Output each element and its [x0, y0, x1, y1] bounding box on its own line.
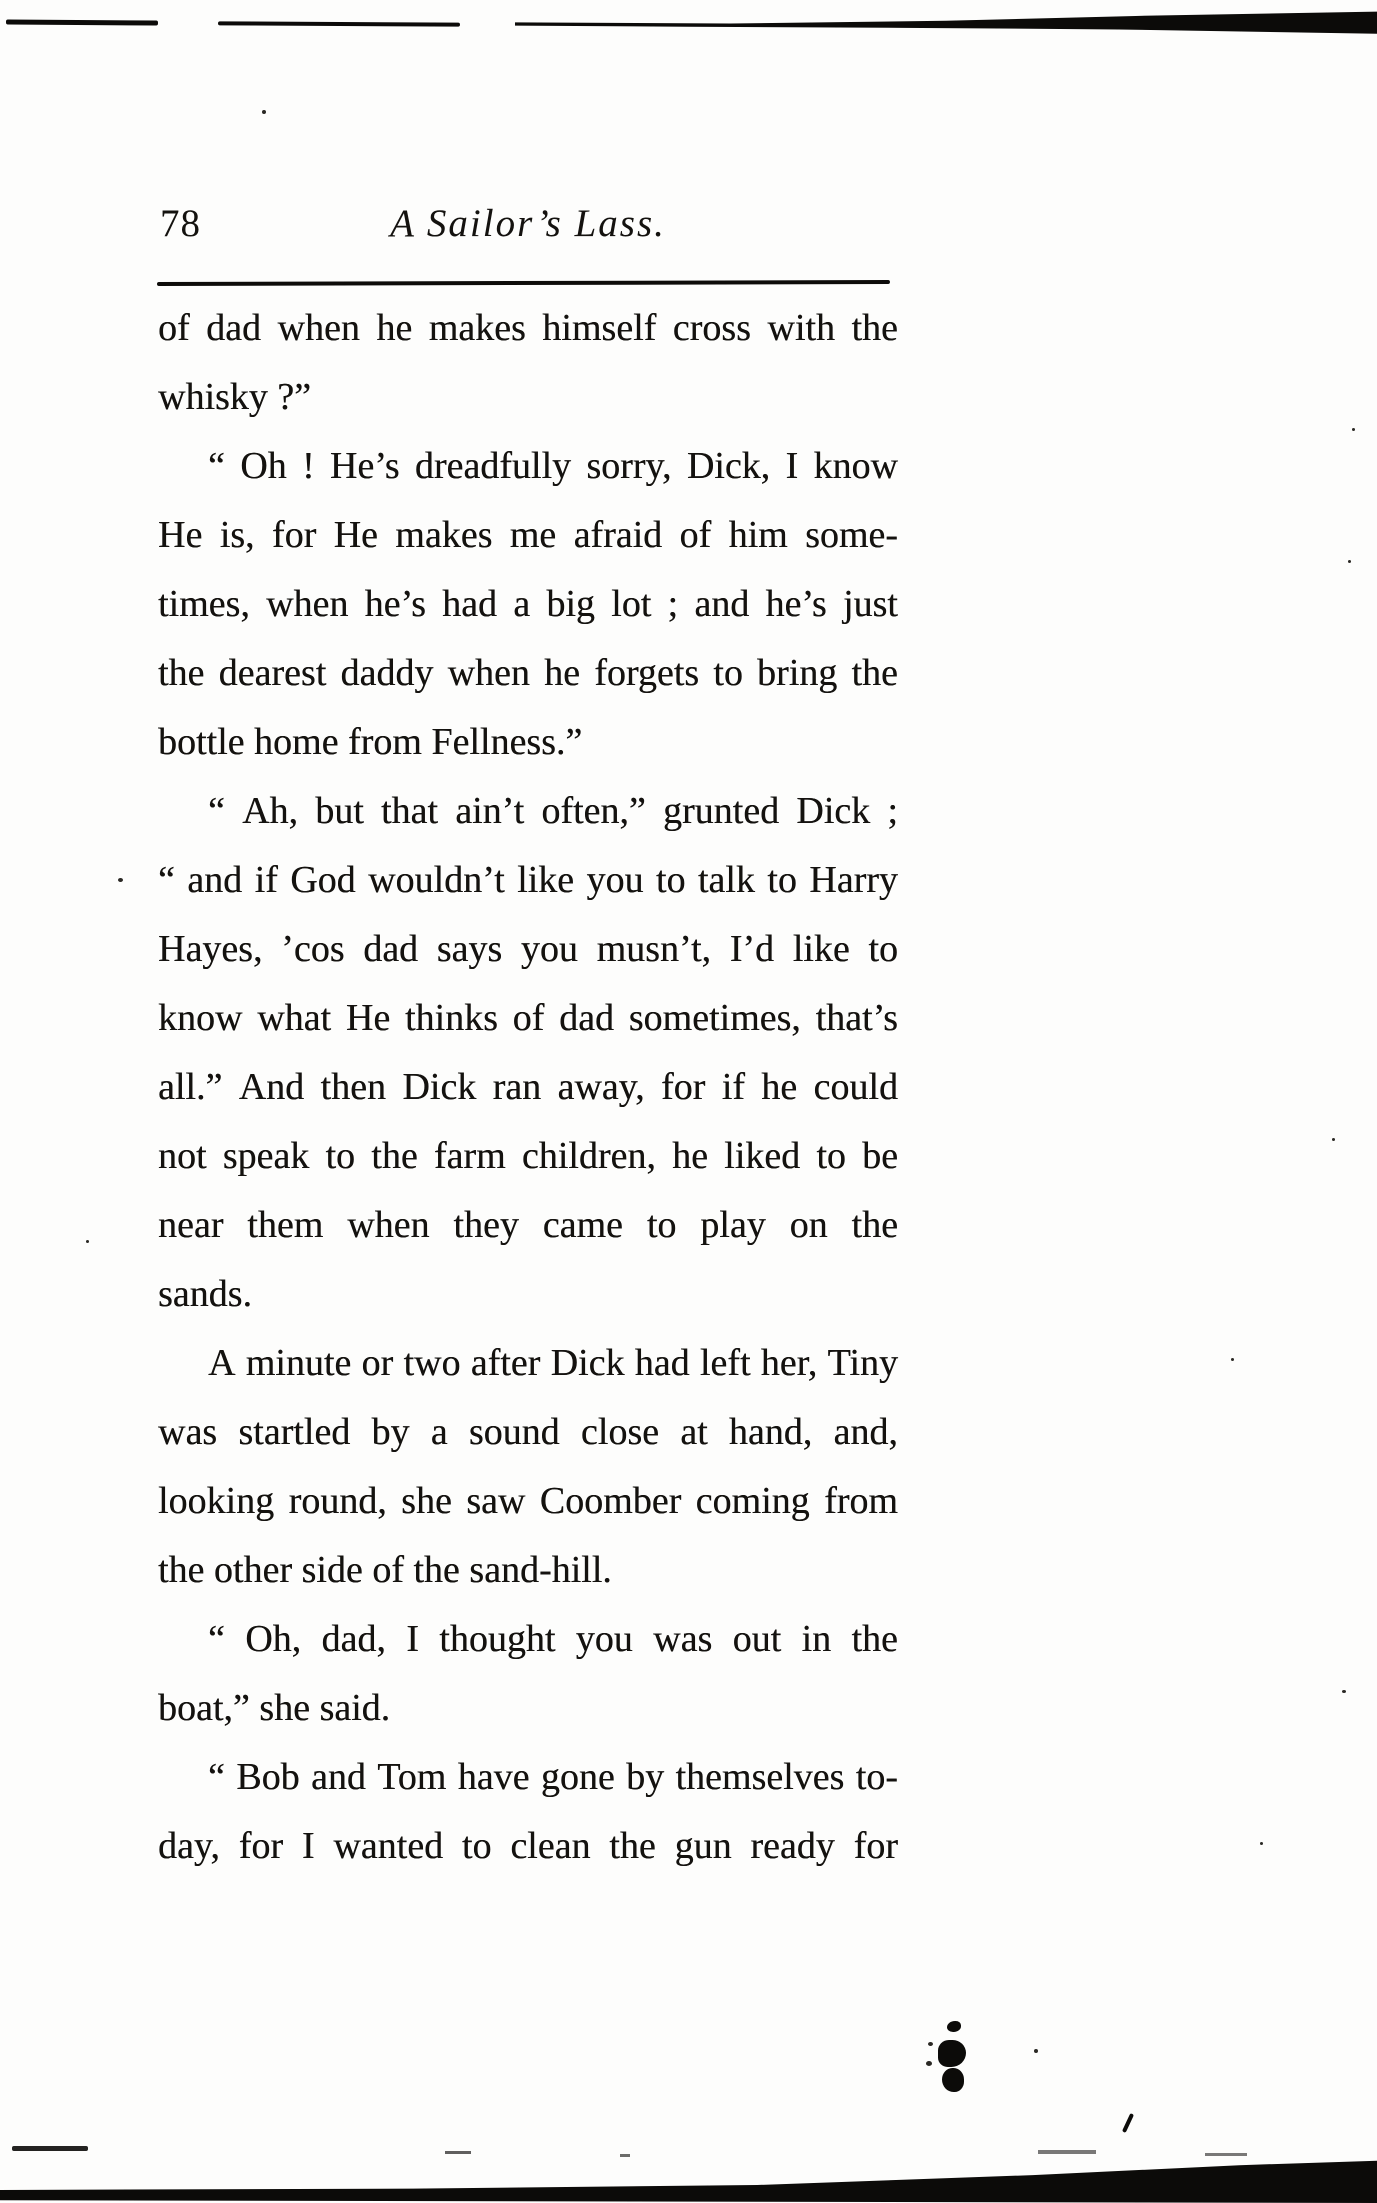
running-title: A Sailor’s Lass.	[390, 202, 666, 245]
scan-streak-bottom-left	[12, 2146, 88, 2151]
paper-speck	[1348, 560, 1351, 563]
paper-speck	[118, 878, 123, 882]
text-line: sands.	[158, 1273, 252, 1315]
ink-blot	[942, 2068, 964, 2092]
ink-speck	[928, 2042, 933, 2046]
text-line: know what He thinks of dad sometimes, that’s	[158, 997, 898, 1039]
text-line: of dad when he makes himself cross with the	[158, 307, 898, 349]
text-line: all.” And then Dick ran away, for if he could	[158, 1066, 898, 1108]
paper-speck	[1352, 428, 1355, 431]
text-line: Hayes, ’cos dad says you musn’t, I’d like to	[158, 928, 898, 970]
text-line: not speak to the farm children, he liked to be	[158, 1135, 898, 1177]
text-line: day, for I wanted to clean the gun ready for	[158, 1825, 898, 1867]
text-line: bottle home from Fellness.”	[158, 721, 583, 763]
text-line: whisky ?”	[158, 376, 312, 418]
paper-speck	[1342, 1690, 1346, 1693]
paper-speck	[1332, 1138, 1335, 1141]
page-number: 78	[160, 202, 201, 245]
scan-streak-top-mid	[218, 21, 460, 26]
text-line: the other side of the sand-hill.	[158, 1549, 612, 1591]
text-line: A minute or two after Dick had left her, Tiny	[208, 1342, 898, 1384]
scan-speck-row	[445, 2151, 471, 2154]
ink-speck	[1034, 2049, 1038, 2053]
paper-speck	[262, 110, 266, 114]
text-line: He is, for He makes me afraid of him some-	[158, 514, 898, 556]
text-line: near them when they came to play on the	[158, 1204, 898, 1246]
header-rule	[157, 280, 890, 286]
paper-speck	[1231, 1358, 1234, 1361]
scan-streak-top-right	[515, 10, 1377, 37]
page-header	[158, 198, 898, 250]
text-line: was startled by a sound close at hand, and,	[158, 1411, 898, 1453]
ink-blot	[947, 2021, 961, 2032]
scan-speck-row	[1205, 2153, 1247, 2156]
scan-slash-mark	[1122, 2113, 1134, 2133]
text-line: times, when he’s had a big lot ; and he’s just	[158, 583, 898, 625]
ink-speck	[926, 2061, 932, 2066]
paper-speck	[86, 1240, 89, 1243]
scan-speck-row	[1038, 2150, 1096, 2154]
paper-speck	[1260, 1842, 1263, 1845]
scan-streak-top-left	[6, 19, 158, 25]
ink-blot	[938, 2040, 966, 2067]
scan-band-bottom	[0, 2158, 1377, 2203]
text-line: “ Ah, but that ain’t often,” grunted Dick ;	[208, 790, 898, 832]
scan-speck-row	[620, 2154, 630, 2157]
text-line: the dearest daddy when he forgets to bring the	[158, 652, 898, 694]
text-line: “ Bob and Tom have gone by themselves to-	[208, 1756, 898, 1798]
text-line: “ Oh ! He’s dreadfully sorry, Dick, I know	[208, 445, 898, 487]
page-text	[158, 294, 898, 1881]
text-line: boat,” she said.	[158, 1687, 391, 1729]
text-line: looking round, she saw Coomber coming from	[158, 1480, 898, 1522]
text-line: “ and if God wouldn’t like you to talk to Harry	[158, 859, 898, 901]
text-line: “ Oh, dad, I thought you was out in the	[208, 1618, 898, 1660]
